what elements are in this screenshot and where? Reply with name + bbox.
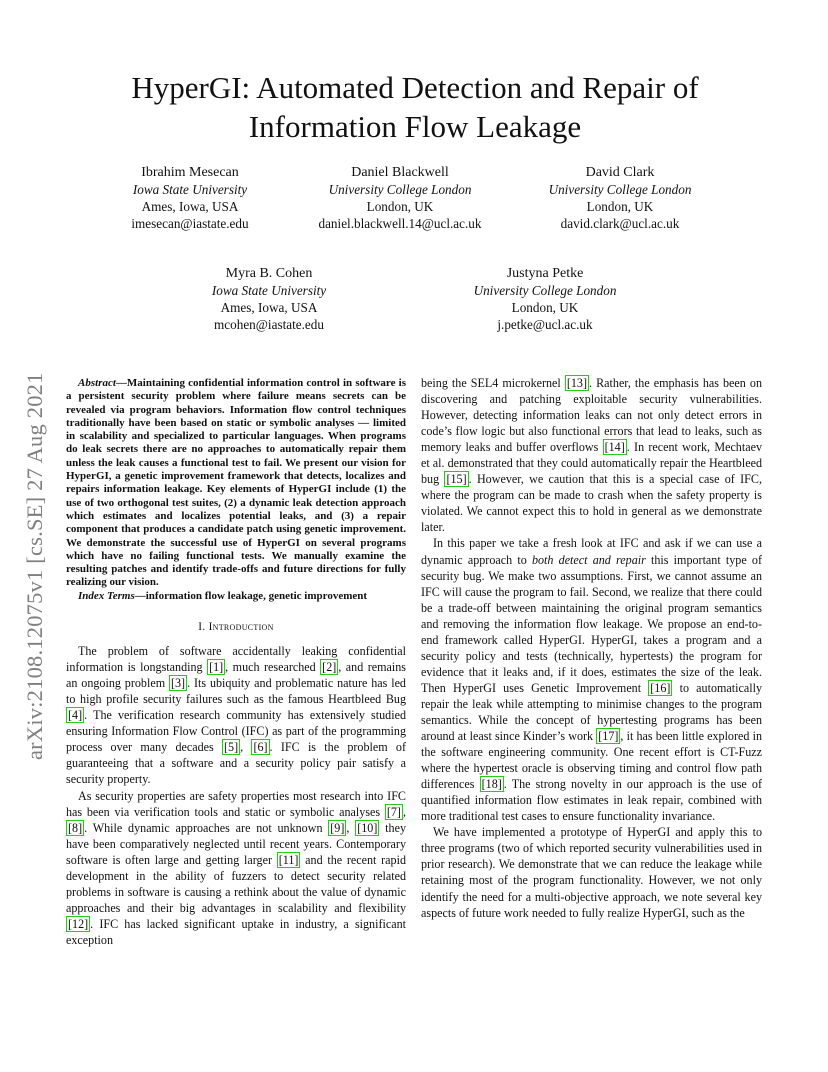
paragraph-text: . While dynamic approaches are not unknown: [84, 820, 329, 835]
citation-link[interactable]: [15]: [446, 472, 467, 487]
citation-link[interactable]: [2]: [322, 660, 337, 675]
author-name: David Clark: [585, 165, 655, 180]
author-location: London, UK: [511, 300, 579, 315]
abstract: [66, 377, 406, 590]
citation-link[interactable]: [12]: [68, 916, 89, 931]
paragraph-text: ,: [402, 804, 406, 819]
author-location: London, UK: [586, 199, 654, 214]
title-line-2: Information Flow Leakage: [248, 109, 582, 144]
author-block: [70, 164, 310, 232]
author-email: imesecan@iastate.edu: [131, 216, 249, 231]
author-email: daniel.blackwell.14@ucl.ac.uk: [318, 216, 482, 231]
citation-link[interactable]: [9]: [330, 820, 345, 835]
citation-link[interactable]: [7]: [386, 804, 401, 819]
left-column: [66, 377, 406, 948]
citation-link[interactable]: [18]: [481, 777, 502, 792]
paragraph-text: . Its ubiquity and problematic nature has led to high profile security failures such as the famous Heartbleed Bug: [66, 676, 406, 707]
arxiv-id: arXiv:2108.12075v1 [cs.SE] 27 Aug 2021: [22, 372, 47, 760]
author-email: mcohen@iastate.edu: [214, 317, 324, 332]
citation-link[interactable]: [1]: [209, 660, 224, 675]
author-affiliation: University College London: [548, 182, 692, 197]
paragraph-text: As security properties are safety properties most research into IFC has been via verification tools and static or symbolic analyses: [66, 788, 406, 819]
intro-paragraph: We have implemented a prototype of HyperGI and apply this to three programs (two of which reported security vulnerabilities used in prior research). We demonstrate that we can reduce the leakage while retaining most of the program functionality. However, we not only identify the need for a multi-objective approach, we note several key aspects of future work needed to fully realize HyperGI, such as the: [421, 825, 762, 920]
author-location: London, UK: [366, 199, 434, 214]
author-email: j.petke@ucl.ac.uk: [497, 317, 593, 332]
citation-link[interactable]: [6]: [253, 740, 268, 755]
author-affiliation: University College London: [473, 283, 617, 298]
arxiv-stamp: [19, 290, 55, 760]
author-name: Daniel Blackwell: [351, 165, 449, 180]
paragraph-text: and the recent rapid development in the ability of fuzzers to detect security related problems in software is causing a rethink about the value of dynamic approaches and their big advantages in scalability and flexibility: [66, 852, 407, 915]
author-location: Ames, Iowa, USA: [141, 199, 239, 214]
intro-paragraph: [66, 788, 406, 948]
abstract-label: Abstract: [78, 377, 116, 389]
citation-link[interactable]: [13]: [566, 376, 588, 390]
paragraph-text: In this paper we take a fresh look at IFC and ask if we can use a dynamic approach to: [421, 536, 762, 567]
paragraph-text: , it has been little explored in the software engineering community. One recent effort is CT-Fuzz where the hypertest oracle is observing timing and control flow path differences: [421, 729, 762, 792]
intro-paragraph: [421, 375, 762, 535]
abstract-text: —Maintaining confidential information control in software is a persistent security problem where failure means secrets can be revealed via program behaviors. Information flow control techniques traditionally have been based on static or symbolic analyses — limited in scalability and specialized to particular languages. When programs do leak secrets there are no approaches to automatically repair them unless the leak causes a functional test to fail. We present our vision for HyperGI, a genetic improvement framework that detects, localizes and repairs information leakage. Key elements of HyperGI include (1) the use of two orthogonal test suites, (2) a dynamic leak detection approach which estimates and localizes potential leaks, and (3) a repair component that produces a candidate patch using genetic improvement. We demonstrate the successful use of HyperGI on several programs which have no failing functional tests. We manually examine the resulting patches and identify trade-offs and future directions for fully realizing our vision.: [66, 377, 406, 589]
author-email: david.clark@ucl.ac.uk: [560, 216, 680, 231]
index-terms-text: —information flow leakage, genetic improvement: [134, 589, 368, 602]
paragraph-text: . In recent work, Mechtaev et al. demonstrated that they could automatically repair the Heartbleed bug: [421, 440, 762, 487]
citation-link[interactable]: [5]: [224, 740, 239, 755]
citation-link[interactable]: [8]: [68, 820, 83, 835]
author-block: [425, 265, 665, 333]
intro-paragraph: [421, 535, 762, 824]
paper-title: [60, 68, 770, 146]
intro-paragraph: [66, 643, 406, 787]
paragraph-text: . The verification research community has extensively studied ensuring Information Flow Control (IFC) as part of the programming process over many decades: [66, 708, 406, 755]
paragraph-text: . IFC has lacked significant uptake in industry, a significant exception: [66, 916, 406, 947]
paragraph-text: . However, we caution that this is a special case of IFC, where the program can be made to crash when the safety property is violated. We cannot expect this to hold in general as we demonstrate later.: [421, 472, 762, 535]
index-terms: [66, 590, 406, 603]
citation-link[interactable]: [3]: [170, 676, 186, 691]
paragraph-text: . The strong novelty in our approach is the use of quantified information flow estimates in leak repair, combined with more traditional test cases to ensure functionality invariance.: [421, 777, 762, 824]
citation-link[interactable]: [16]: [650, 680, 671, 695]
citation-link[interactable]: [11]: [278, 852, 299, 867]
paragraph-text: ,: [346, 820, 356, 835]
title-line-1: HyperGI: Automated Detection and Repair of: [131, 70, 699, 105]
author-location: Ames, Iowa, USA: [220, 300, 318, 315]
author-affiliation: Iowa State University: [211, 283, 327, 298]
author-affiliation: University College London: [328, 182, 472, 197]
citation-link[interactable]: [17]: [598, 729, 619, 744]
section-heading: I. Introduction: [198, 621, 274, 634]
author-name: Ibrahim Mesecan: [141, 165, 239, 180]
paragraph-text: this important type of security bug. We make two assumptions. First, we cannot assume an IFC will cause the program to fail. Second, we realize that there could be a trade-off between maintaining the original program semantics and removing the information flow leakage. We propose an end-to-end framework called HyperGI. HyperGI, takes a program and a security policy and tests (technically, hypertests) the program for evidence that it leaks and, if it does, estimates the size of the leak. Then HyperGI uses Genetic Improvement: [421, 552, 762, 695]
author-block: [280, 164, 520, 232]
paragraph-text: , much researched: [225, 660, 321, 675]
author-name: Myra B. Cohen: [225, 266, 313, 281]
paragraph-text: being the SEL4 microkernel: [421, 376, 565, 390]
author-block: [149, 265, 389, 333]
paragraph-text: . Rather, the emphasis has been on discovering and patching exploitable security vulnerabilities. However, detecting information leaks can not only detect errors in code’s flow logic but also functional errors that lead to leaks, such as memory leaks and buffer overflows: [421, 376, 762, 455]
paragraph-text: The problem of software accidentally leaking confidential information is longstanding: [66, 644, 406, 675]
paragraph-text: to automatically repair the leak while attempting to minimise changes to the program semantics. While the concept of hypertesting programs has been around at least since Kinder’s work: [421, 680, 762, 744]
index-terms-label: Index Terms: [78, 589, 135, 602]
author-affiliation: Iowa State University: [132, 182, 248, 197]
paragraph-text: , and remains an ongoing problem: [66, 660, 406, 691]
author-block: [500, 164, 740, 232]
citation-link[interactable]: [14]: [604, 440, 625, 455]
paragraph-text-seq: [421, 553, 762, 824]
paragraph-text: ,: [240, 740, 252, 755]
paragraph-text: . IFC is the problem of guaranteeing that a software and a security policy pair satisfy a security property.: [66, 740, 406, 787]
citation-link[interactable]: [10]: [357, 820, 378, 835]
paragraph-text: they have been comparatively neglected until recent years. Contemporary software is often large and getting larger: [66, 820, 406, 867]
emphasis-text: both detect and repair: [531, 552, 646, 567]
citation-link[interactable]: [4]: [68, 708, 83, 723]
author-name: Justyna Petke: [506, 266, 584, 281]
right-column: [421, 375, 762, 921]
